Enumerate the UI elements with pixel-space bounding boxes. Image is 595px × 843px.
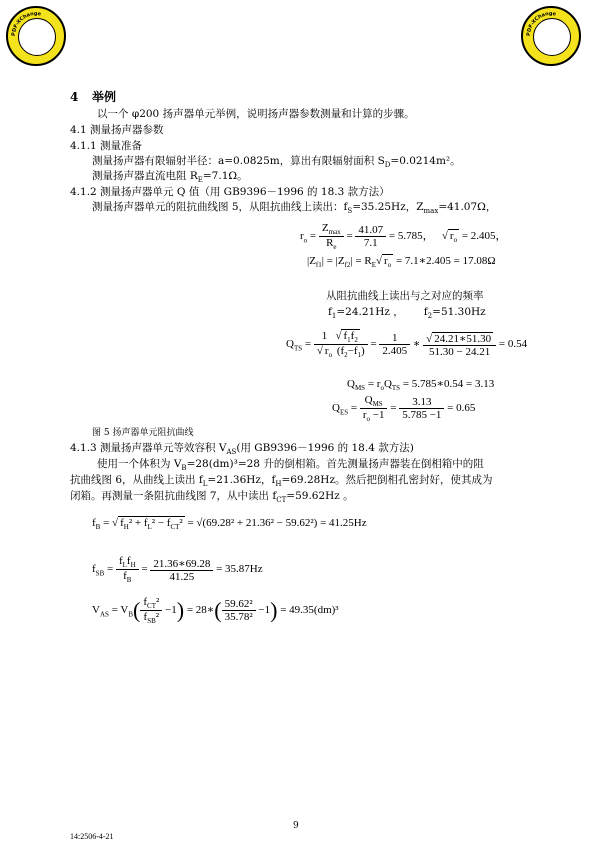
qes-equation: $Q_{ES}$ = $\frac{Q_{MS}}{r_o -1}$ = $\frac{3.13}{5.785 -1}$ = 0.65 bbox=[332, 394, 476, 424]
watermark-stamp-right[interactable] bbox=[521, 6, 581, 66]
qts-equation: $Q_{TS}$ = $\frac{1 √ f_1f_2}{√ r_o (f_2-f_1)}$ = $\frac{1}{2.405}$ ∗ $\frac{√ 24.21∗51.30}{51.30 - 24.21}$ = 0.54 bbox=[286, 330, 528, 360]
svg-text:PDF-XChange: PDF-XChange bbox=[10, 10, 42, 37]
section-number: 4 bbox=[70, 90, 79, 104]
svg-text:PDF-XChange: PDF-XChange bbox=[525, 10, 557, 37]
radius-line: 测量扬声器有限辐射半径：a=0.0825m，算出有限辐射面积 $S_D=0.0214m^2$。 bbox=[92, 155, 461, 170]
impedance-read-line: 测量扬声器单元的阻抗曲线图 5，从阻抗曲线上读出：$f_S=35.25Hz$，$Z_{max}=41.07\Omega$， bbox=[92, 201, 497, 216]
resistance-line: 测量扬声器直流电阻 $R_E=7.1\Omega$。 bbox=[92, 170, 248, 185]
read-frequency-values: $f_1=24.21Hz$ ， $f_2=51.30Hz$ bbox=[328, 306, 486, 321]
subsection-4-1-2: 4.1.2 测量扬声器单元 Q 值（用 GB9396－1996 的 18.3 款方法） bbox=[70, 186, 390, 198]
qms-equation: $Q_{MS} = r_oQ_{TS}$ = 5.785∗0.54 = 3.13 bbox=[347, 378, 495, 393]
para-line-1: 使用一个体积为 $V_B=28(dm)^3=28$ 升的倒相箱。首先测量扬声器装在倒相箱中的阻 bbox=[97, 458, 484, 473]
footer-code: 14:2506-4-21 bbox=[70, 832, 114, 841]
stamp-ring-text bbox=[8, 8, 64, 64]
watermark-stamp-left[interactable] bbox=[6, 6, 66, 66]
figure-5-caption: 图 5 扬声器单元阻抗曲线 bbox=[92, 428, 194, 438]
subsection-4-1-1: 4.1.1 测量准备 bbox=[70, 140, 143, 152]
para-line-2: 抗曲线图 6，从曲线上读出 $f_L=21.36Hz$，$f_H=69.28Hz$。然后把倒相孔密封好，使其成为 bbox=[70, 474, 493, 489]
subsection-4-1-3: 4.1.3 测量扬声器单元等效容积 $V_{AS}$(用 GB9396－1996 的 18.4 款方法) bbox=[70, 442, 414, 457]
section-title: 举例 bbox=[92, 90, 117, 104]
page-number: 9 bbox=[293, 821, 299, 831]
intro-text: 以一个 φ200 扬声器单元举例，说明扬声器参数测量和计算的步骤。 bbox=[97, 108, 415, 120]
zf-equation: $|Z_{f1}| = |Z_{f2}| = R_E√$ $r_o$ = 7.1∗2.405 = 17.08Ω bbox=[307, 255, 496, 270]
read-frequency-label: 从阻抗曲线上读出与之对应的频率 bbox=[326, 290, 484, 302]
fsb-equation: $f_{SB}$ = $\frac{f_Lf_H}{f_B}$ = $\frac{21.36∗69.28}{41.25}$ = 35.87Hz bbox=[92, 555, 263, 585]
vas-equation: $V_{AS} = V_B$( $\frac{f_{CT}^2}{f_{SB}^2}$ −1) = 28∗( $\frac{\text{59.62²}}{\text{35.78²}}$ −1) = 49.35(dm)³ bbox=[92, 596, 339, 626]
para-line-3: 闭箱。再测量一条阻抗曲线图 7，从中读出 $f_{CT}=59.62Hz$ 。 bbox=[70, 490, 354, 505]
ro-equation: $r_o$ = $\frac{Z_{max}}{R_e}$ = $\frac{41.07}{7.1}$ = 5.785， √ $r_o = 2.405$， bbox=[300, 222, 507, 252]
fb-equation: $f_B$ = √ $f_H^2 + f_L^2 - f_{CT}^2 = √(69.28^2 + 21.36^2 - 59.62^2) = 41.25Hz$ bbox=[92, 517, 367, 532]
stamp-ring-text bbox=[523, 8, 579, 64]
subsection-4-1: 4.1 测量扬声器参数 bbox=[70, 124, 164, 136]
